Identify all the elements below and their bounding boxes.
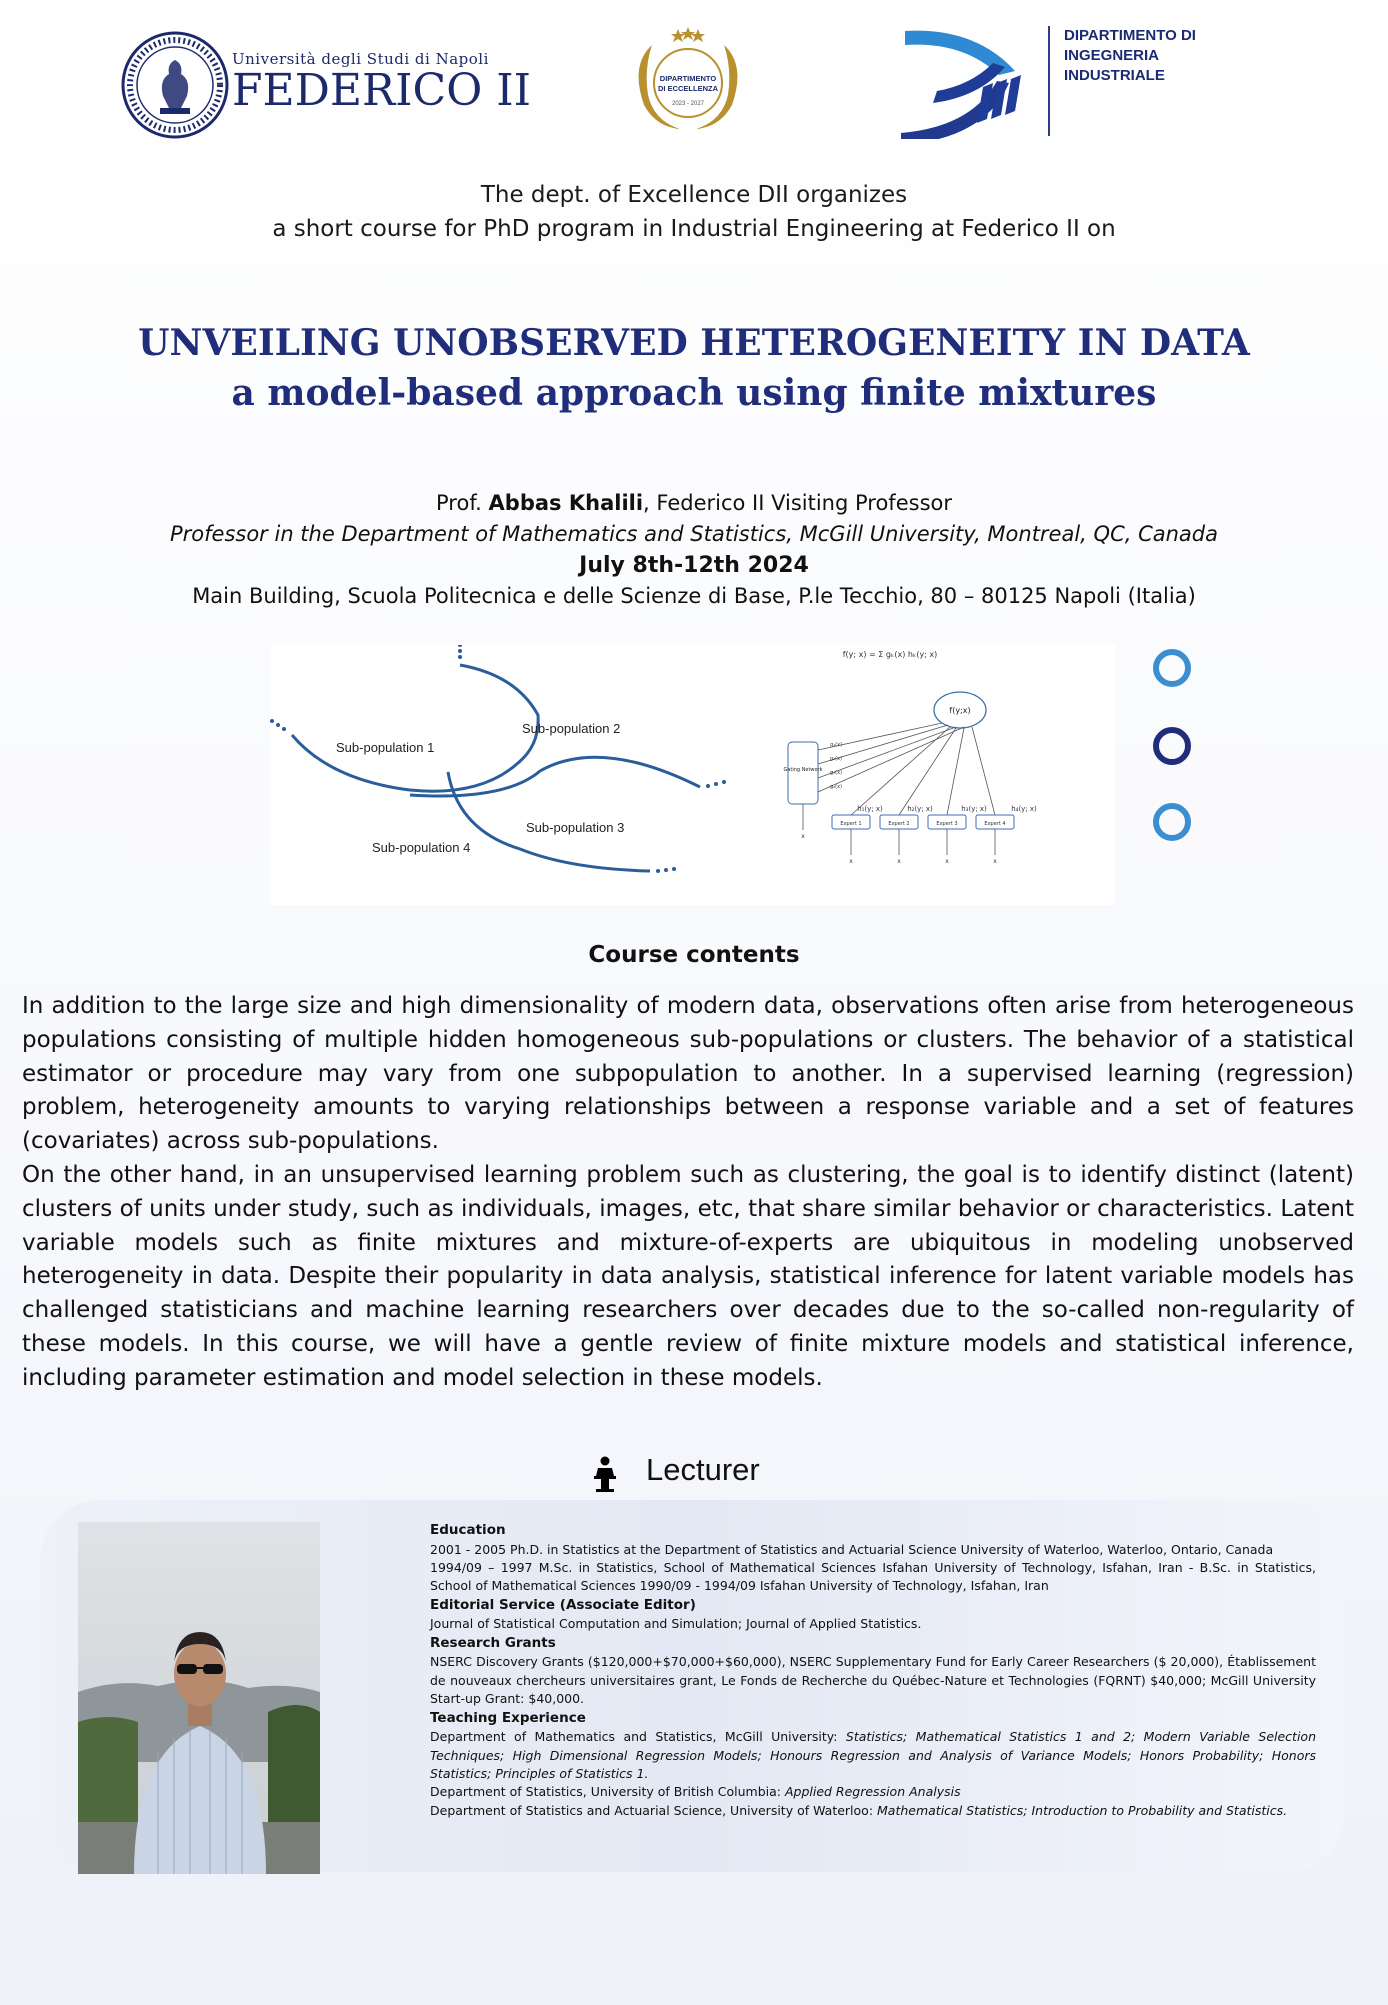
subpop-3-label: Sub-population 3 bbox=[526, 820, 625, 835]
department-name bbox=[1048, 26, 1196, 136]
expert-2-input-x: x bbox=[897, 858, 901, 865]
department-line-1: DIPARTIMENTO DI bbox=[1064, 27, 1196, 44]
speaker-role: , Federico II Visiting Professor bbox=[643, 491, 952, 515]
circle-bottom-icon bbox=[1156, 806, 1188, 838]
education-item-1: 2001 - 2005 Ph.D. in Statistics at the Department of Statistics and Actuarial Science University of Waterloo, Waterloo, Ontario, Canada bbox=[430, 1541, 1274, 1557]
education-item-2: 1994/09 – 1997 M.Sc. in Statistics, School of Mathematical Sciences Isfahan University of Technology, Isfahan, Iran - B.Sc. in Statistics, School of Mathematical Sciences 1990/09 - 1994/09 Isfahan University of Technology, Isfahan, Iran bbox=[430, 1560, 1316, 1594]
lecturer-cv bbox=[430, 1521, 1316, 1820]
expert-3-input-x: x bbox=[945, 858, 949, 865]
teaching-2-dept: Department of Statistics, University of British Columbia: bbox=[430, 1784, 785, 1800]
speaker-info bbox=[0, 488, 1388, 612]
course-dates: July 8th-12th 2024 bbox=[579, 553, 809, 578]
model-figure bbox=[270, 645, 1115, 905]
circle-middle-icon bbox=[1156, 730, 1188, 762]
teaching-item-3 bbox=[430, 1802, 1316, 1820]
lecturer-photo-image bbox=[78, 1522, 320, 1874]
editorial-text: Journal of Statistical Computation and Simulation; Journal of Applied Statistics. bbox=[430, 1616, 922, 1632]
expert-4-input-x: x bbox=[993, 858, 997, 865]
teaching-item-1 bbox=[430, 1728, 1316, 1783]
university-seal-icon bbox=[120, 30, 230, 140]
intro-line-2: a short course for PhD program in Industrial Engineering at Federico II on bbox=[272, 216, 1116, 242]
h3-label: h₃(y; x) bbox=[961, 805, 987, 813]
department-line-3: INDUSTRIALE bbox=[1064, 67, 1165, 84]
course-venue: Main Building, Scuola Politecnica e delle Scienze di Base, P.le Tecchio, 80 – 80125 Napoli (Italia) bbox=[192, 584, 1196, 608]
lecturer-podium-icon bbox=[590, 1456, 620, 1492]
subpop-4-label: Sub-population 4 bbox=[372, 840, 471, 855]
output-node-label: f(y;x) bbox=[949, 706, 971, 715]
decorative-circles bbox=[1148, 648, 1196, 848]
h2-label: h₂(y; x) bbox=[907, 805, 933, 813]
g2-label: g₂(x) bbox=[830, 756, 843, 762]
gating-node bbox=[788, 742, 818, 804]
h4-label: h₄(y; x) bbox=[1011, 805, 1037, 813]
course-paragraph-2: On the other hand, in an unsupervised learning problem such as clustering, the goal is to identify distinct (latent) clusters of units under study, such as individuals, images, etc, that share similar behavior or characteristics. Latent variable models such as finite mixtures and mixture-of-experts are ubiquitous in modeling unobserved heterogeneity in data. Despite their popularity in data analysis, statistical inference for latent variable models has challenged statisticians and machine learning researchers over decades due to the so-called non-regularity of these models. In this course, we will have a gentle review of finite mixture models and statistical inference, including parameter estimation and model selection in these models. bbox=[22, 1161, 1354, 1391]
g1-label: g₁(x) bbox=[830, 742, 843, 748]
intro bbox=[0, 178, 1388, 246]
teaching-heading: Teaching Experience bbox=[430, 1709, 586, 1726]
teaching-2-courses: Applied Regression Analysis bbox=[784, 1784, 961, 1800]
expert-3-label: Expert 3 bbox=[936, 821, 958, 827]
teaching-3-courses: Mathematical Statistics; Introduction to Probability and Statistics. bbox=[877, 1802, 1288, 1818]
g4-label: g₄(x) bbox=[830, 784, 843, 790]
course-description bbox=[22, 990, 1354, 1396]
expert-4-label: Expert 4 bbox=[984, 821, 1006, 827]
lecturer-label: Lecturer bbox=[646, 1452, 760, 1487]
department-line-2: INGEGNERIA bbox=[1064, 47, 1160, 64]
grants-text: NSERC Discovery Grants ($120,000+$70,000+$60,000), NSERC Supplementary Fund for Early Career Researchers ($ 20,000), Établissement de nouveaux chercheurs universitaires grant, Le Fonds de Recherche du Québec-Nature et Technologies (FQRNT) $40,000; McGill University Start-up Grant: $40,000. bbox=[430, 1654, 1316, 1707]
speaker-line bbox=[0, 488, 1388, 519]
speaker-prefix: Prof. bbox=[436, 491, 482, 515]
subpop-1-label: Sub-population 1 bbox=[336, 740, 435, 755]
badge-line1: DIPARTIMENTO bbox=[659, 74, 717, 83]
speaker-name: Abbas Khalili bbox=[488, 491, 644, 515]
subpop-2-label: Sub-population 2 bbox=[522, 721, 621, 736]
lecturer-photo bbox=[78, 1522, 320, 1874]
education-heading: Education bbox=[430, 1522, 506, 1538]
figure-svg bbox=[270, 645, 1115, 905]
expert-1-input-x: x bbox=[849, 858, 853, 865]
badge-line2: DI ECCELLENZA bbox=[658, 84, 718, 93]
university-name-small: Università degli Studi di Napoli bbox=[232, 50, 489, 68]
gating-input-x: x bbox=[801, 833, 805, 840]
g3-label: g₃(x) bbox=[830, 770, 843, 776]
logo-header bbox=[0, 0, 1388, 170]
university-name-big: FEDERICO II bbox=[232, 65, 532, 116]
subpopulation-curves bbox=[292, 665, 700, 871]
course-title bbox=[0, 318, 1388, 418]
course-paragraph-1: In addition to the large size and high dimensionality of modern data, observations often arise from heterogeneous populations consisting of multiple hidden homogeneous sub-populations or clusters. The behavior of a statistical estimator or procedure may vary from one subpopulation to another. In a supervised learning (regression) problem, heterogeneity amounts to varying relationships between a response variable and a set of features (covariates) across sub-populations. bbox=[22, 993, 1354, 1155]
teaching-1-courses: Statistics; Mathematical Statistics 1 and 2; Modern Variable Selection Techniques; High Dimensional Regression Models; Honours Regression and Analysis of Variance Models; Honors Probability; Honors Statistics; Principles of Statistics 1. bbox=[430, 1729, 1316, 1782]
dii-logo-icon bbox=[897, 27, 1032, 139]
expert-1-label: Expert 1 bbox=[840, 821, 862, 827]
circle-top-icon bbox=[1156, 652, 1188, 684]
teaching-3-dept: Department of Statistics and Actuarial Science, University of Waterloo: bbox=[430, 1802, 878, 1818]
course-contents-heading: Course contents bbox=[588, 942, 800, 968]
grants-heading: Research Grants bbox=[430, 1634, 556, 1651]
teaching-1-dept: Department of Mathematics and Statistics, McGill University: bbox=[430, 1729, 846, 1745]
editorial-heading: Editorial Service (Associate Editor) bbox=[430, 1596, 696, 1613]
h1-label: h₁(y; x) bbox=[857, 805, 883, 813]
title-line-1: UNVEILING UNOBSERVED HETEROGENEITY IN DATA bbox=[138, 322, 1250, 364]
excellence-badge-icon bbox=[622, 25, 754, 135]
intro-line-1: The dept. of Excellence DII organizes bbox=[480, 182, 908, 208]
expert-2-label: Expert 2 bbox=[888, 821, 910, 827]
speaker-affiliation: Professor in the Department of Mathematics and Statistics, McGill University, Montreal, QC, Canada bbox=[169, 522, 1218, 546]
title-line-2: a model-based approach using finite mixtures bbox=[231, 372, 1157, 414]
badge-years: 2023 - 2027 bbox=[671, 101, 705, 107]
teaching-item-2 bbox=[430, 1783, 1316, 1801]
gating-label: Gating Network bbox=[783, 767, 823, 773]
formula-label: f(y; x) = Σ gₖ(x) hₖ(y; x) bbox=[842, 650, 938, 659]
